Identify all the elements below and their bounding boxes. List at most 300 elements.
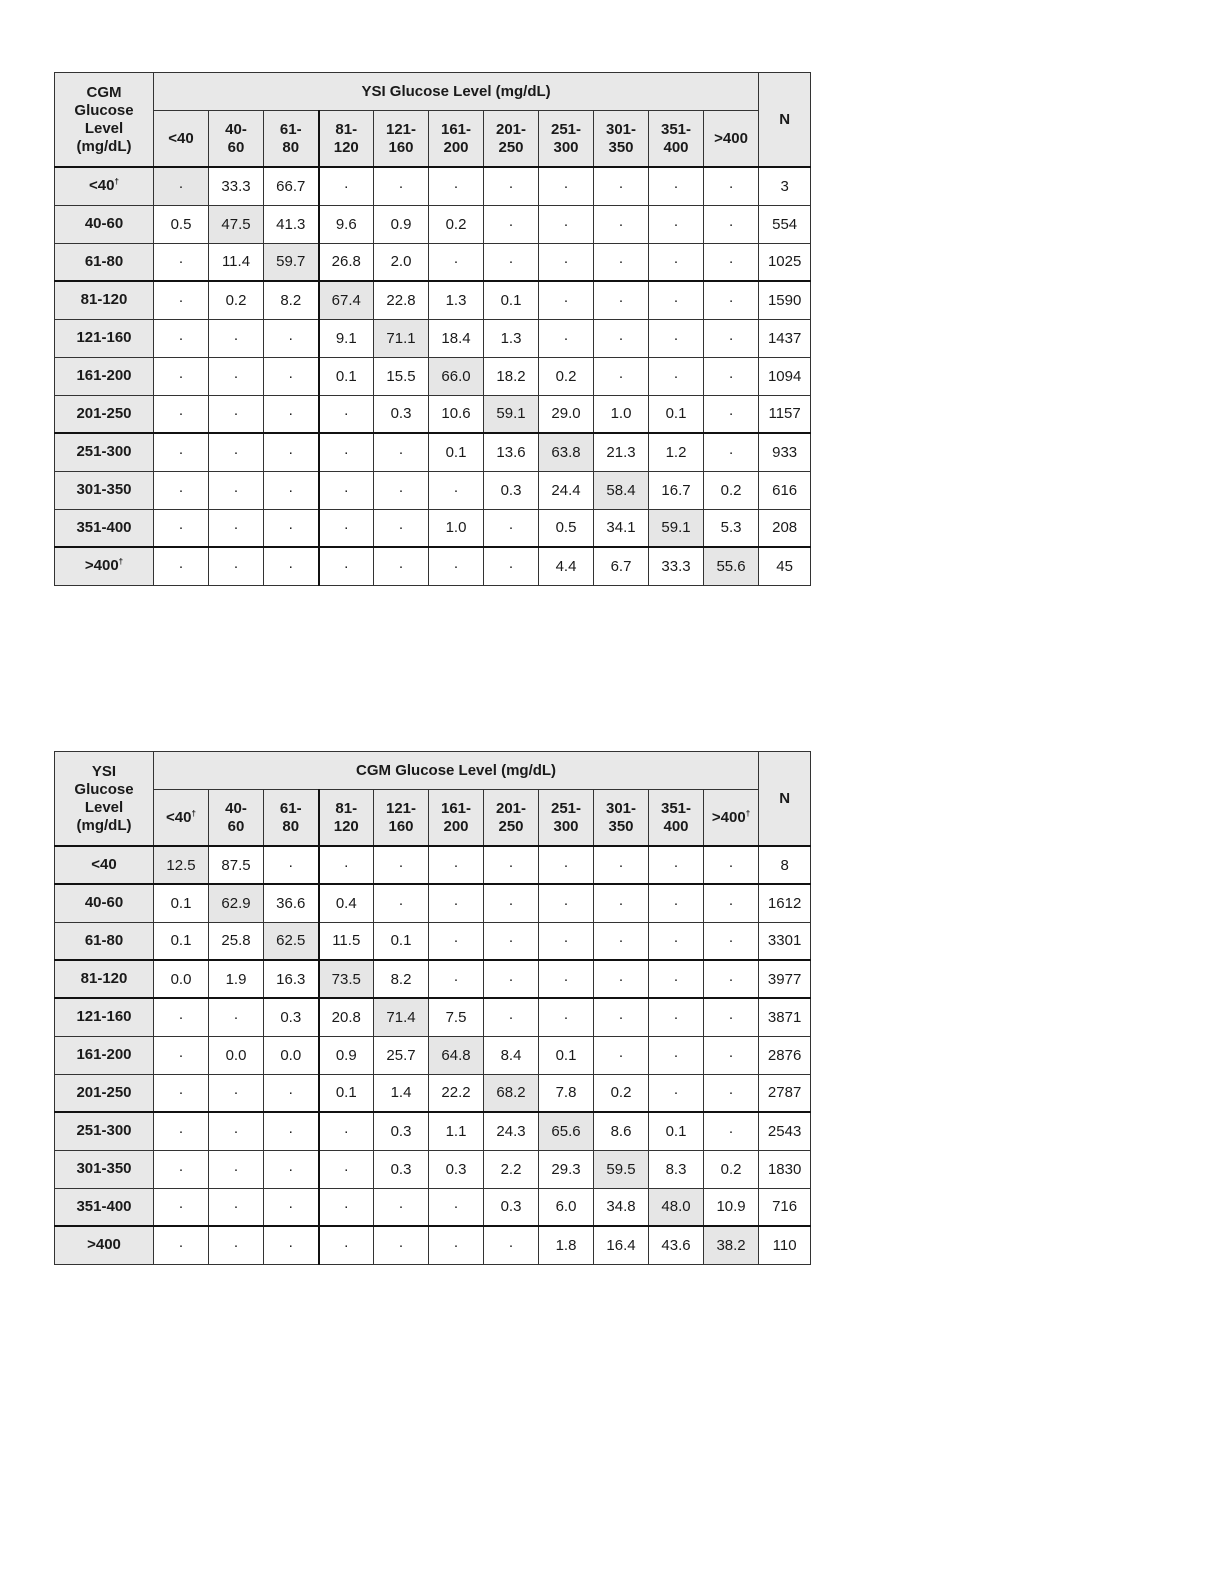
table-cell: · <box>704 960 759 998</box>
table-row <box>55 998 811 1036</box>
row-axis-title-line: (mg/dL) <box>76 816 132 834</box>
table-cell: 0.9 <box>319 1036 374 1074</box>
table-cell: 55.6 <box>704 547 759 585</box>
table-row <box>55 167 811 205</box>
table-cell: · <box>319 1112 374 1150</box>
table-cell: · <box>264 319 319 357</box>
table-cell: 66.0 <box>429 357 484 395</box>
table-row <box>55 471 811 509</box>
row-header <box>55 1036 154 1074</box>
table-cell: 0.5 <box>539 509 594 547</box>
table-cell: 1.0 <box>429 509 484 547</box>
table-cell: 25.8 <box>209 922 264 960</box>
row-header-label: <40 <box>91 856 117 873</box>
row-header-label: 201-250 <box>76 404 132 422</box>
column-header-label: 351- 400 <box>660 120 692 156</box>
column-header-label: 161- 200 <box>440 120 472 156</box>
column-header <box>429 111 484 168</box>
table-cell: · <box>539 319 594 357</box>
table-cell: · <box>594 846 649 884</box>
table-row <box>55 846 811 884</box>
table-cell: 1.3 <box>484 319 539 357</box>
row-header-label: 81-120 <box>80 970 128 987</box>
table-cell: · <box>429 960 484 998</box>
table-cell: · <box>704 243 759 281</box>
table-cell: 63.8 <box>539 433 594 471</box>
table-cell: · <box>429 1188 484 1226</box>
table-cell: 22.8 <box>374 281 429 319</box>
table-cell: 7.5 <box>429 998 484 1036</box>
table-cell: · <box>649 205 704 243</box>
table-cell: · <box>704 1036 759 1074</box>
table-cell: · <box>704 205 759 243</box>
table-row <box>55 319 811 357</box>
row-header <box>55 471 154 509</box>
row-header <box>55 547 154 585</box>
table-cell: · <box>319 167 374 205</box>
table-cell: 62.5 <box>264 922 319 960</box>
table-cell: · <box>209 357 264 395</box>
table-cell: · <box>594 922 649 960</box>
table-cell: · <box>374 884 429 922</box>
table-row <box>55 547 811 585</box>
table-cell: · <box>154 998 209 1036</box>
table-cell: · <box>594 884 649 922</box>
n-count-cell: 1094 <box>759 357 811 395</box>
table-cell: 10.6 <box>429 395 484 433</box>
table-cell: · <box>209 509 264 547</box>
table-cell: · <box>319 1150 374 1188</box>
table-cell: 0.1 <box>484 281 539 319</box>
table-cell: · <box>539 998 594 1036</box>
table-cell: · <box>264 1150 319 1188</box>
table-cell: · <box>374 547 429 585</box>
table-cell: 59.7 <box>264 243 319 281</box>
n-count-cell: 1830 <box>759 1150 811 1188</box>
table-cell: 65.6 <box>539 1112 594 1150</box>
row-header <box>55 846 154 884</box>
column-header-label: 251- 300 <box>550 120 582 156</box>
table-cell: 33.3 <box>649 547 704 585</box>
table-cell: 71.1 <box>374 319 429 357</box>
table-cell: 16.3 <box>264 960 319 998</box>
row-header <box>55 281 154 319</box>
table-cell: · <box>539 167 594 205</box>
table-cell: · <box>264 433 319 471</box>
table-cell: 0.3 <box>484 1188 539 1226</box>
table-cell: 68.2 <box>484 1074 539 1112</box>
table-cell: 0.3 <box>429 1150 484 1188</box>
table-cell: · <box>264 1226 319 1264</box>
table-cell: 0.2 <box>209 281 264 319</box>
table-cell: · <box>704 884 759 922</box>
row-header <box>55 1150 154 1188</box>
table-cell: · <box>209 1150 264 1188</box>
table-cell: · <box>154 509 209 547</box>
n-count-cell: 554 <box>759 205 811 243</box>
table-cell: · <box>154 1226 209 1264</box>
table-cell: · <box>484 884 539 922</box>
table-cell: · <box>264 547 319 585</box>
table-cell: · <box>594 1036 649 1074</box>
table-cell: 0.1 <box>649 395 704 433</box>
table-cell: · <box>649 884 704 922</box>
table-cell: 48.0 <box>649 1188 704 1226</box>
n-count-cell: 616 <box>759 471 811 509</box>
table-cell: · <box>264 1074 319 1112</box>
table-row <box>55 1074 811 1112</box>
table-cell: · <box>374 167 429 205</box>
table-cell: 0.3 <box>374 1112 429 1150</box>
table-cell: 6.0 <box>539 1188 594 1226</box>
row-header-label: >400 <box>84 557 119 575</box>
table-cell: · <box>209 319 264 357</box>
dagger-footnote-mark: † <box>191 808 196 818</box>
table-cell: · <box>319 471 374 509</box>
table-cell: 18.2 <box>484 357 539 395</box>
table-cell: 0.1 <box>539 1036 594 1074</box>
table-cell: 29.0 <box>539 395 594 433</box>
table-cell: · <box>704 1074 759 1112</box>
table-cell: · <box>649 281 704 319</box>
row-header <box>55 1112 154 1150</box>
table-row <box>55 395 811 433</box>
table-cell: · <box>154 1036 209 1074</box>
table-cell: · <box>484 243 539 281</box>
table-cell: · <box>539 243 594 281</box>
row-header <box>55 509 154 547</box>
row-axis-title-line: CGM <box>86 83 122 101</box>
table-cell: · <box>374 433 429 471</box>
row-axis-title <box>55 73 154 168</box>
table-cell: · <box>429 471 484 509</box>
table-cell: · <box>484 509 539 547</box>
table-row <box>55 205 811 243</box>
column-header-label: 121- 160 <box>385 799 417 835</box>
table-cell: · <box>594 960 649 998</box>
table-cell: · <box>594 205 649 243</box>
table-cell: 67.4 <box>319 281 374 319</box>
table-cell: · <box>704 167 759 205</box>
row-axis-title-line: Glucose <box>74 780 134 798</box>
table-cell: 9.1 <box>319 319 374 357</box>
table-cell: 16.7 <box>649 471 704 509</box>
column-header <box>594 111 649 168</box>
table-cell: 73.5 <box>319 960 374 998</box>
table-cell: · <box>374 1188 429 1226</box>
table-cell: · <box>649 243 704 281</box>
n-count-cell: 2543 <box>759 1112 811 1150</box>
table-cell: · <box>484 922 539 960</box>
n-count-cell: 1590 <box>759 281 811 319</box>
column-header <box>154 790 209 847</box>
table-cell: 71.4 <box>374 998 429 1036</box>
column-header <box>649 790 704 847</box>
row-axis-title-line: Glucose <box>74 101 134 119</box>
table-cell: · <box>264 395 319 433</box>
table-cell: · <box>154 357 209 395</box>
table-cell: 0.2 <box>704 471 759 509</box>
column-header <box>704 790 759 847</box>
table-cell: 34.1 <box>594 509 649 547</box>
ysi-vs-cgm-table <box>54 751 811 1265</box>
table-cell: · <box>649 1074 704 1112</box>
table-cell: 36.6 <box>264 884 319 922</box>
table-cell: 29.3 <box>539 1150 594 1188</box>
column-header <box>264 790 319 847</box>
table-cell: 87.5 <box>209 846 264 884</box>
table-cell: · <box>209 395 264 433</box>
table-cell: · <box>649 1036 704 1074</box>
table-cell: 0.5 <box>154 205 209 243</box>
table-cell: 0.3 <box>264 998 319 1036</box>
table-cell: · <box>374 846 429 884</box>
column-header <box>539 111 594 168</box>
column-header <box>539 790 594 847</box>
table-cell: 22.2 <box>429 1074 484 1112</box>
row-header-label: 161-200 <box>76 367 132 384</box>
n-column-header: N <box>759 752 811 847</box>
row-axis-title <box>55 752 154 847</box>
table-cell: 8.6 <box>594 1112 649 1150</box>
table-cell: · <box>209 1188 264 1226</box>
column-header <box>374 111 429 168</box>
n-count-cell: 933 <box>759 433 811 471</box>
row-header <box>55 884 154 922</box>
table-cell: · <box>484 998 539 1036</box>
column-header <box>209 111 264 168</box>
row-header <box>55 960 154 998</box>
table-cell: 20.8 <box>319 998 374 1036</box>
table-cell: · <box>649 846 704 884</box>
table-cell: · <box>319 433 374 471</box>
table-cell: 34.8 <box>594 1188 649 1226</box>
row-header <box>55 1074 154 1112</box>
table-cell: 0.2 <box>429 205 484 243</box>
n-count-cell: 45 <box>759 547 811 585</box>
n-count-cell: 3301 <box>759 922 811 960</box>
table-row <box>55 884 811 922</box>
table-row <box>55 281 811 319</box>
table-cell: 41.3 <box>264 205 319 243</box>
table-cell: 8.2 <box>264 281 319 319</box>
row-header <box>55 1188 154 1226</box>
table-cell: · <box>209 471 264 509</box>
table-row <box>55 243 811 281</box>
table-cell: 25.7 <box>374 1036 429 1074</box>
table-cell: 0.1 <box>319 357 374 395</box>
table-cell: · <box>429 884 484 922</box>
row-header <box>55 395 154 433</box>
table-cell: · <box>264 357 319 395</box>
n-column-header: N <box>759 73 811 168</box>
table-cell: 4.4 <box>539 547 594 585</box>
column-header-label: 40- 60 <box>225 120 247 156</box>
table-cell: 2.0 <box>374 243 429 281</box>
table-cell: · <box>649 319 704 357</box>
table-cell: · <box>484 547 539 585</box>
column-header <box>154 111 209 168</box>
table-cell: 8.4 <box>484 1036 539 1074</box>
table-cell: · <box>319 1188 374 1226</box>
n-count-cell: 3871 <box>759 998 811 1036</box>
table-cell: · <box>154 1150 209 1188</box>
n-count-cell: 8 <box>759 846 811 884</box>
row-header <box>55 357 154 395</box>
table-cell: 8.3 <box>649 1150 704 1188</box>
column-header <box>704 111 759 168</box>
row-axis-title-line: (mg/dL) <box>76 137 132 155</box>
table-cell: 9.6 <box>319 205 374 243</box>
table-cell: 10.9 <box>704 1188 759 1226</box>
table-cell: · <box>154 433 209 471</box>
table-cell: · <box>649 167 704 205</box>
table-cell: 11.4 <box>209 243 264 281</box>
row-header <box>55 243 154 281</box>
table-cell: · <box>429 922 484 960</box>
row-axis-title-line: Level <box>84 119 124 137</box>
table-cell: · <box>154 243 209 281</box>
dagger-footnote-mark: † <box>118 557 124 567</box>
row-axis-title-line: YSI <box>91 762 117 780</box>
row-header-label: 301-350 <box>76 1160 132 1177</box>
table-cell: · <box>484 846 539 884</box>
n-count-cell: 1157 <box>759 395 811 433</box>
column-header-label: 201- 250 <box>495 799 527 835</box>
n-count-cell: 1437 <box>759 319 811 357</box>
table-cell: 1.8 <box>539 1226 594 1264</box>
row-header-label: 251-300 <box>76 1122 132 1140</box>
column-header <box>209 790 264 847</box>
table-cell: · <box>209 1112 264 1150</box>
column-header-label: 251- 300 <box>550 799 582 835</box>
table-cell: 26.8 <box>319 243 374 281</box>
table-cell: · <box>154 167 209 205</box>
table-row <box>55 1150 811 1188</box>
column-header-label: >400 <box>714 129 748 147</box>
table-cell: · <box>264 846 319 884</box>
table-cell: · <box>484 960 539 998</box>
n-count-cell: 2787 <box>759 1074 811 1112</box>
table-cell: 6.7 <box>594 547 649 585</box>
column-header-label: <40 <box>168 129 194 147</box>
table-cell: · <box>704 395 759 433</box>
table-cell: · <box>594 243 649 281</box>
table-cell: · <box>649 998 704 1036</box>
table-cell: 38.2 <box>704 1226 759 1264</box>
table-cell: 7.8 <box>539 1074 594 1112</box>
n-count-cell: 208 <box>759 509 811 547</box>
column-header-label: 201- 250 <box>495 120 527 156</box>
table-cell: · <box>539 846 594 884</box>
table-cell: · <box>594 281 649 319</box>
table-cell: 47.5 <box>209 205 264 243</box>
table-cell: 1.0 <box>594 395 649 433</box>
table-cell: · <box>374 509 429 547</box>
table-cell: · <box>484 167 539 205</box>
column-header-label: 351- 400 <box>660 799 692 835</box>
row-header-label: 81-120 <box>80 291 128 309</box>
table-cell: 0.1 <box>154 922 209 960</box>
table-row <box>55 922 811 960</box>
table-cell: · <box>209 1226 264 1264</box>
table-cell: 0.1 <box>319 1074 374 1112</box>
table-cell: · <box>154 547 209 585</box>
column-header <box>429 790 484 847</box>
column-header <box>264 111 319 168</box>
table-cell: 58.4 <box>594 471 649 509</box>
table-cell: · <box>594 167 649 205</box>
row-header <box>55 433 154 471</box>
row-header-label: 251-300 <box>76 443 132 461</box>
table-cell: · <box>374 1226 429 1264</box>
row-header-label: 40-60 <box>84 215 124 232</box>
table-cell: 15.5 <box>374 357 429 395</box>
table-cell: 59.1 <box>649 509 704 547</box>
table-cell: · <box>154 1188 209 1226</box>
column-header <box>484 111 539 168</box>
table-cell: · <box>154 319 209 357</box>
row-header <box>55 1226 154 1264</box>
n-count-cell: 110 <box>759 1226 811 1264</box>
row-axis-title-line: Level <box>84 798 124 816</box>
table-cell: 13.6 <box>484 433 539 471</box>
table-cell: 0.4 <box>319 884 374 922</box>
table-cell: · <box>704 281 759 319</box>
table-cell: · <box>704 433 759 471</box>
table-cell: · <box>264 1188 319 1226</box>
table-cell: · <box>429 167 484 205</box>
table-cell: · <box>319 846 374 884</box>
table-cell: · <box>704 319 759 357</box>
n-count-cell: 1612 <box>759 884 811 922</box>
table-cell: 12.5 <box>154 846 209 884</box>
table-cell: · <box>704 922 759 960</box>
row-header-label: 161-200 <box>76 1046 132 1063</box>
column-header <box>594 790 649 847</box>
row-header-label: 201-250 <box>76 1083 132 1101</box>
row-header <box>55 998 154 1036</box>
table-cell: · <box>484 205 539 243</box>
table-cell: · <box>319 395 374 433</box>
table-cell: 1.1 <box>429 1112 484 1150</box>
column-header-label: 301- 350 <box>605 120 637 156</box>
table-cell: 18.4 <box>429 319 484 357</box>
table-cell: 16.4 <box>594 1226 649 1264</box>
table-row <box>55 1226 811 1264</box>
row-header-label: 351-400 <box>76 1197 132 1215</box>
table-cell: 21.3 <box>594 433 649 471</box>
n-count-cell: 3977 <box>759 960 811 998</box>
table-cell: · <box>484 1226 539 1264</box>
table-cell: · <box>539 281 594 319</box>
table-cell: · <box>154 281 209 319</box>
table-cell: 0.9 <box>374 205 429 243</box>
table-cell: 11.5 <box>319 922 374 960</box>
table-cell: 0.2 <box>594 1074 649 1112</box>
row-header-label: 351-400 <box>76 518 132 536</box>
table-cell: · <box>154 471 209 509</box>
table-cell: · <box>264 1112 319 1150</box>
table-cell: · <box>154 395 209 433</box>
table-cell: 59.5 <box>594 1150 649 1188</box>
table-cell: · <box>539 884 594 922</box>
dagger-footnote-mark: † <box>745 808 751 818</box>
row-header-label: 40-60 <box>84 894 124 912</box>
table-row <box>55 1188 811 1226</box>
table-row <box>55 1112 811 1150</box>
table-cell: 59.1 <box>484 395 539 433</box>
